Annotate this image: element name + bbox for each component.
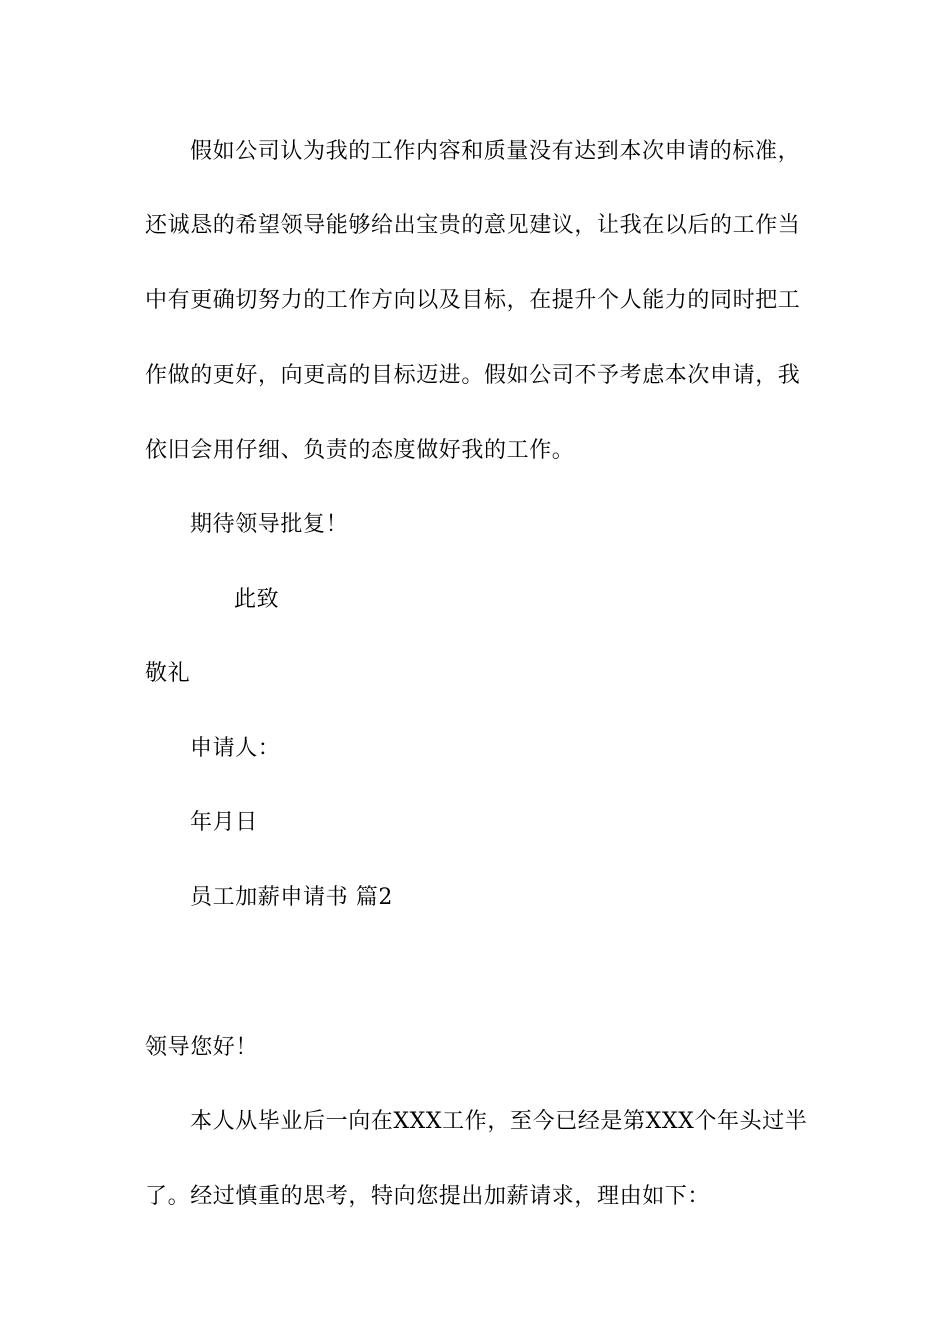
paragraph-2-line-2: 了。经过慎重的思考，特向您提出加薪请求，理由如下： bbox=[145, 1184, 711, 1209]
greeting: 领导您好！ bbox=[145, 1035, 259, 1060]
date-label: 年月日 bbox=[190, 810, 258, 835]
paragraph-1-line-1: 假如公司认为我的工作内容和质量没有达到本次申请的标准， bbox=[190, 139, 801, 164]
salutation-cizhi: 此致 bbox=[234, 587, 280, 612]
paragraph-1-line-3: 中有更确切努力的工作方向以及目标，在提升个人能力的同时把工 bbox=[145, 288, 801, 313]
paragraph-2-line-1: 本人从毕业后一向在XXX工作，至今已经是第XXX个年头过半 bbox=[190, 1109, 808, 1134]
paragraph-1-line-2: 还诚恳的希望领导能够给出宝贵的意见建议，让我在以后的工作当 bbox=[145, 213, 801, 238]
applicant-label: 申请人： bbox=[190, 736, 281, 761]
paragraph-1-line-5: 依旧会用仔细、负责的态度做好我的工作。 bbox=[145, 438, 575, 463]
paragraph-1-line-4: 作做的更好，向更高的目标迈进。假如公司不予考虑本次申请，我 bbox=[145, 363, 801, 388]
section-title: 员工加薪申请书 篇2 bbox=[190, 885, 393, 910]
salutation-jingli: 敬礼 bbox=[145, 661, 191, 686]
closing-wish: 期待领导批复！ bbox=[190, 512, 349, 537]
